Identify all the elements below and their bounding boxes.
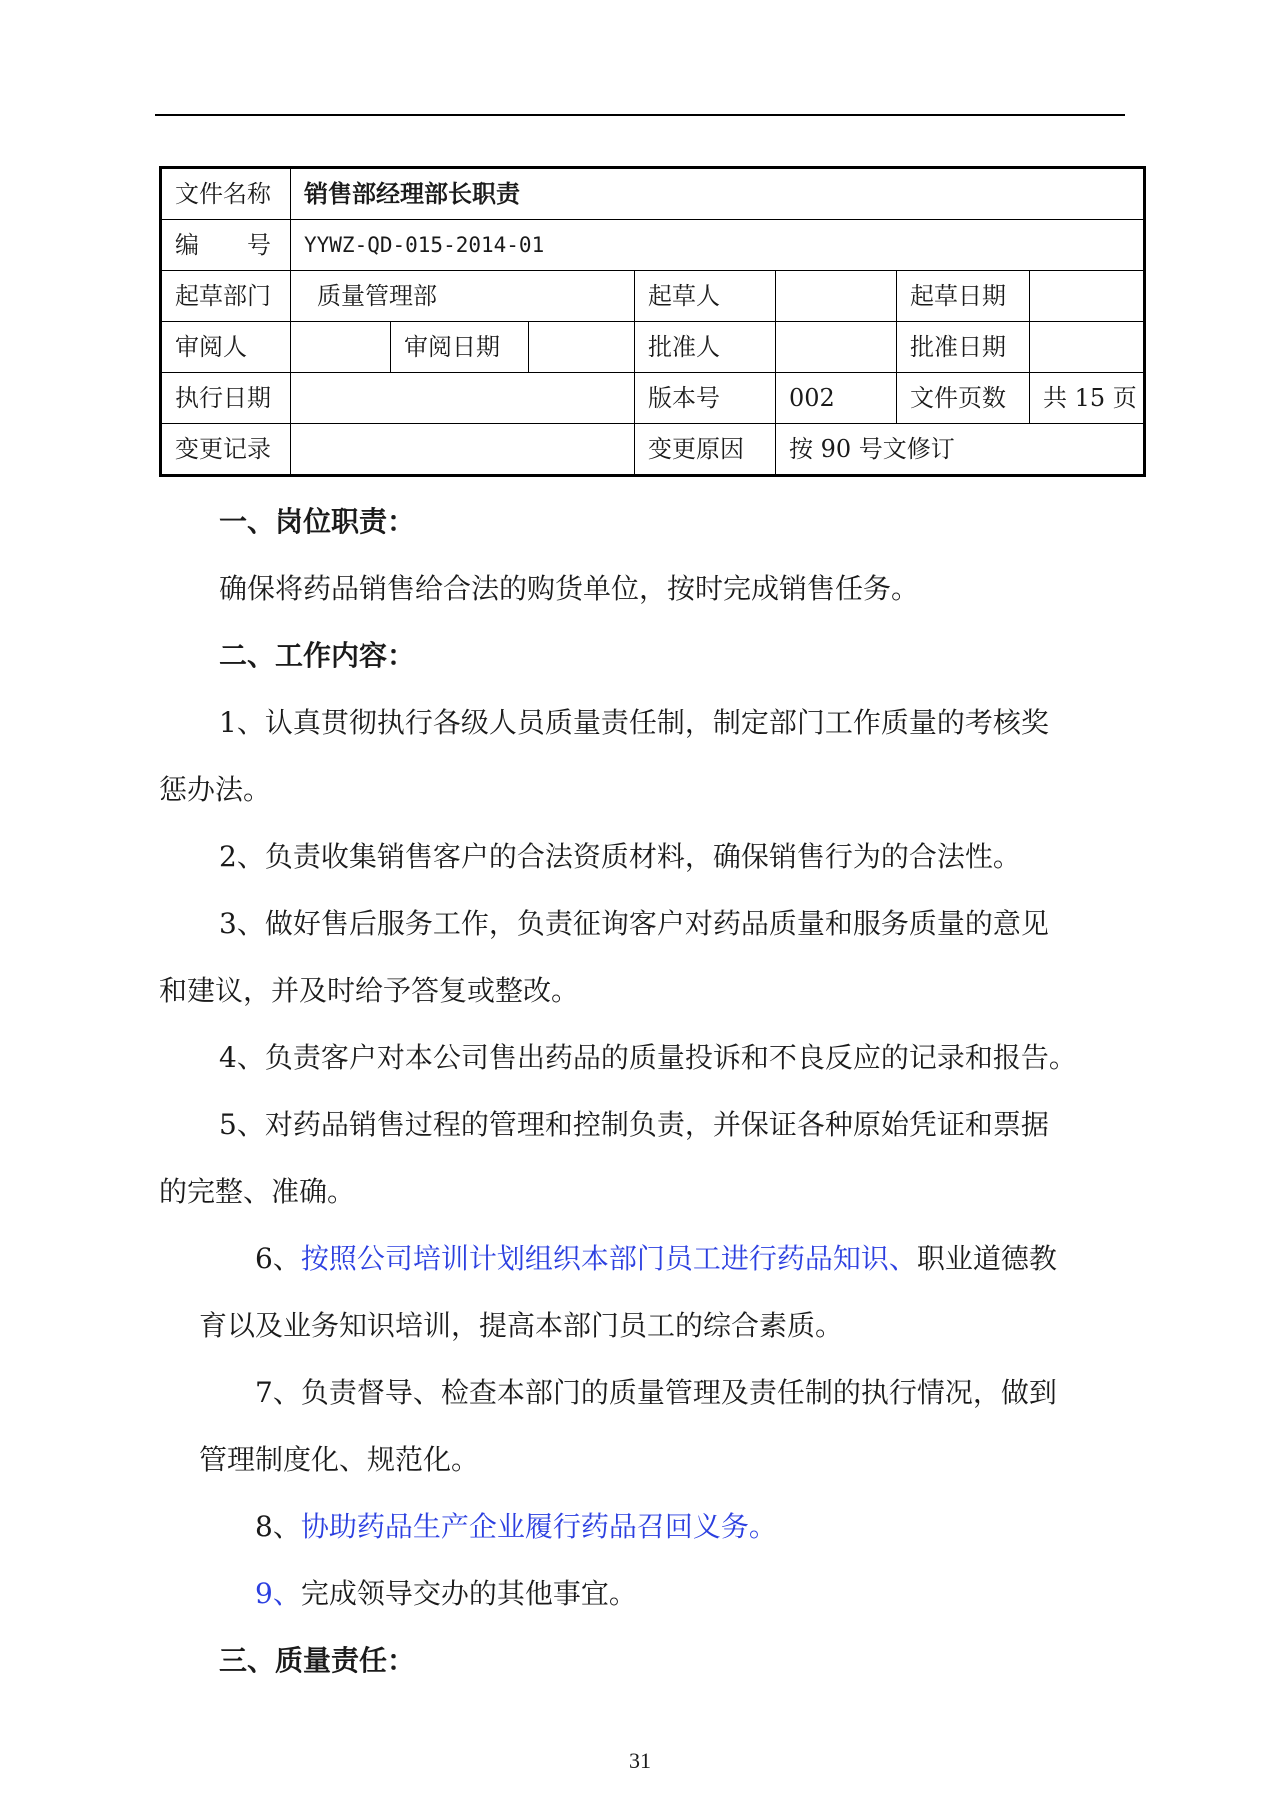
change-record-label: 变更记录 [161, 424, 291, 476]
review-date-label: 审阅日期 [391, 322, 529, 373]
item-9 [255, 1572, 637, 1612]
header-rule [155, 114, 1125, 116]
code-value: YYWZ-QD-015-2014-01 [291, 220, 1145, 271]
item-9-number: 9、 [255, 1577, 301, 1610]
item-4: 4、负责客户对本公司售出药品的质量投诉和不良反应的记录和报告。 [219, 1041, 1077, 1074]
item-1-line-1: 1、认真贯彻执行各级人员质量责任制，制定部门工作质量的考核奖 [219, 706, 1049, 739]
table-row [161, 373, 1145, 424]
draft-date-value [1030, 271, 1145, 322]
change-reason-value: 按 90 号文修订 [776, 424, 1145, 476]
change-record-value [291, 424, 635, 476]
document-info-table [159, 166, 1146, 477]
version-label: 版本号 [635, 373, 776, 424]
table-row [161, 220, 1145, 271]
item-7-line-2: 管理制度化、规范化。 [199, 1443, 480, 1476]
exec-date-label: 执行日期 [161, 373, 291, 424]
item-2: 2、负责收集销售客户的合法资质材料，确保销售行为的合法性。 [219, 840, 1021, 873]
item-6-rest: 职业道德教 [916, 1242, 1057, 1275]
table-row [161, 424, 1145, 476]
drafter-value [776, 271, 897, 322]
item-7-line-1: 7、负责督导、检查本部门的质量管理及责任制的执行情况，做到 [255, 1376, 1057, 1409]
table-row [161, 271, 1145, 322]
approver-label: 批准人 [635, 322, 776, 373]
reviewer-value [291, 322, 391, 373]
section-heading-quality-responsibility: 三、质量责任： [219, 1644, 416, 1677]
change-reason-label: 变更原因 [635, 424, 776, 476]
pages-value: 共 15 页 [1030, 373, 1145, 424]
file-name-value: 销售部经理部长职责 [291, 168, 1145, 220]
pages-label: 文件页数 [897, 373, 1030, 424]
file-name-label: 文件名称 [161, 168, 291, 220]
item-3-line-2: 和建议，并及时给予答复或整改。 [159, 974, 580, 1007]
duties-text: 确保将药品销售给合法的购货单位，按时完成销售任务。 [219, 572, 920, 605]
item-5-line-1: 5、对药品销售过程的管理和控制负责，并保证各种原始凭证和票据 [219, 1108, 1049, 1141]
approve-date-value [1030, 322, 1145, 373]
section-heading-duties: 一、岗位职责： [219, 505, 416, 538]
item-6-line-2: 育以及业务知识培训，提高本部门员工的综合素质。 [199, 1309, 844, 1342]
item-5-line-2: 的完整、准确。 [159, 1175, 356, 1208]
exec-date-value [291, 373, 635, 424]
item-3-line-1: 3、做好售后服务工作，负责征询客户对药品质量和服务质量的意见 [219, 907, 1049, 940]
review-date-value [529, 322, 635, 373]
approve-date-label: 批准日期 [897, 322, 1030, 373]
code-label: 编 号 [161, 220, 291, 271]
draft-date-label: 起草日期 [897, 271, 1030, 322]
draft-dept-label: 起草部门 [161, 271, 291, 322]
table-row [161, 322, 1145, 373]
version-value: 002 [776, 373, 897, 424]
item-8-number: 8、 [255, 1510, 301, 1543]
approver-value [776, 322, 897, 373]
section-heading-work-content: 二、工作内容： [219, 639, 416, 672]
item-9-text: 完成领导交办的其他事宜。 [300, 1577, 637, 1610]
table-row [161, 168, 1145, 220]
item-1-line-2: 惩办法。 [159, 773, 272, 806]
page-number: 31 [629, 1748, 651, 1773]
draft-dept-value: 质量管理部 [291, 271, 635, 322]
item-8-highlight: 协助药品生产企业履行药品召回义务。 [300, 1510, 777, 1543]
reviewer-label: 审阅人 [161, 322, 291, 373]
item-6-number: 6、 [255, 1242, 301, 1275]
item-8 [255, 1505, 777, 1545]
drafter-label: 起草人 [635, 271, 776, 322]
item-6-highlight: 按照公司培训计划组织本部门员工进行药品知识、 [300, 1242, 917, 1275]
item-6-line-1 [255, 1237, 1057, 1277]
